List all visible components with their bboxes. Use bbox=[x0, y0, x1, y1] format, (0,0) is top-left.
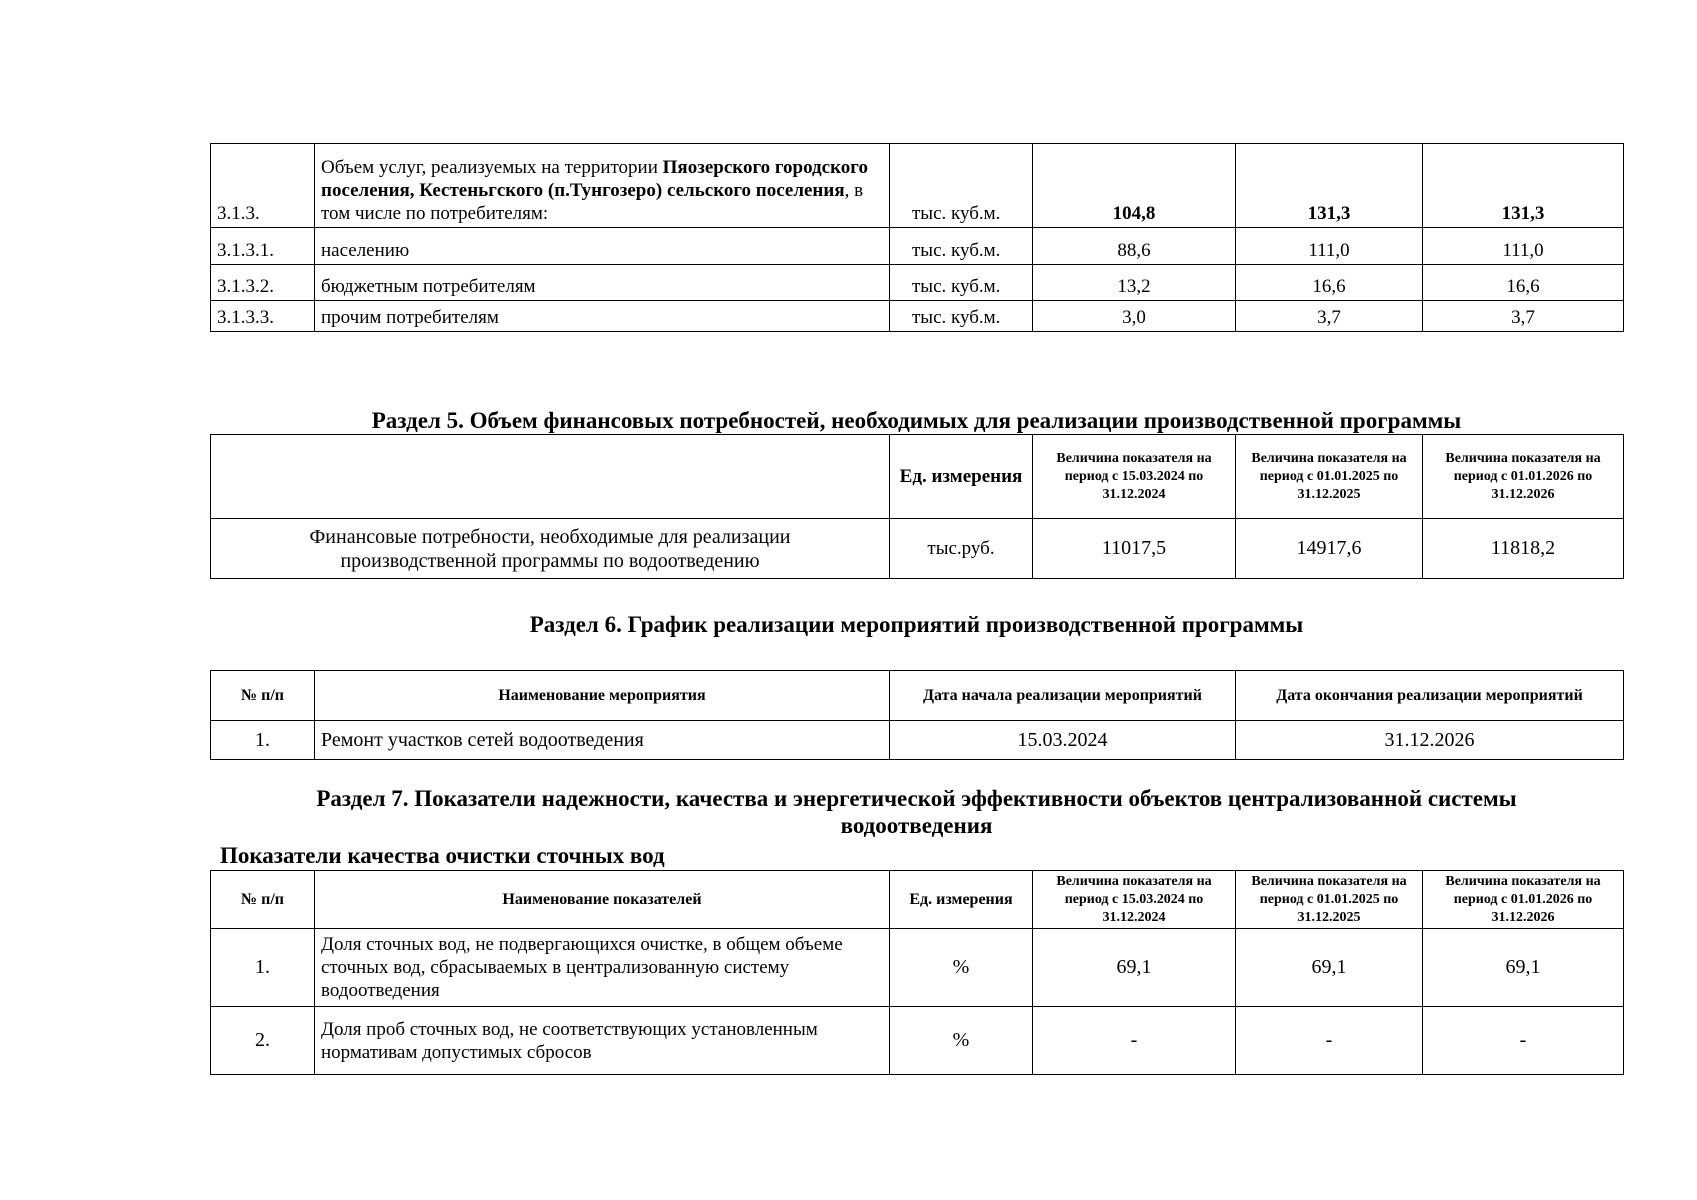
table-row bbox=[211, 265, 1624, 301]
event-start-date: 15.03.2024 bbox=[890, 721, 1236, 760]
table-row bbox=[211, 228, 1624, 265]
table-row bbox=[211, 519, 1624, 579]
section5-title: Раздел 5. Объем финансовых потребностей, необходимых для реализации производственной программы bbox=[371, 408, 1462, 433]
table-row bbox=[211, 929, 1624, 1007]
event-name: Ремонт участков сетей водоотведения bbox=[315, 721, 890, 760]
finance-table bbox=[210, 434, 1624, 579]
indicator-value-2025: 69,1 bbox=[1236, 929, 1423, 1007]
section6-title: Раздел 6. График реализации мероприятий производственной программы bbox=[529, 612, 1304, 637]
row-value-2025: 111,0 bbox=[1236, 228, 1423, 265]
header-period-2024: Величина показателя на период с 15.03.2024 по 31.12.2024 bbox=[1033, 435, 1236, 519]
row-unit: тыс. куб.м. bbox=[890, 301, 1033, 332]
indicator-value-2024: 69,1 bbox=[1033, 929, 1236, 1007]
header-unit: Ед. измерения bbox=[890, 435, 1033, 519]
row-value-2026: 16,6 bbox=[1423, 265, 1624, 301]
finance-row-name: Финансовые потребности, необходимые для реализации производственной программы по водоотведению bbox=[211, 519, 890, 579]
section7-title: Раздел 7. Показатели надежности, качества и энергетической эффективности объектов централизованной системы водоотведения bbox=[316, 786, 1517, 838]
header-end-date: Дата окончания реализации мероприятий bbox=[1236, 671, 1624, 721]
table-header-row bbox=[211, 671, 1624, 721]
header-period-2024: Величина показателя на период с 15.03.2024 по 31.12.2024 bbox=[1033, 871, 1236, 929]
indicator-value-2026: - bbox=[1423, 1007, 1624, 1075]
header-start-date: Дата начала реализации мероприятий bbox=[890, 671, 1236, 721]
row-value-2024: 13,2 bbox=[1033, 265, 1236, 301]
table-row bbox=[211, 301, 1624, 332]
row-number: 3.1.3.2. bbox=[211, 265, 315, 301]
indicator-number: 1. bbox=[211, 929, 315, 1007]
row-value-2024: 88,6 bbox=[1033, 228, 1236, 265]
indicator-unit: % bbox=[890, 929, 1033, 1007]
row-unit: тыс. куб.м. bbox=[890, 265, 1033, 301]
row-name: бюджетным потребителям bbox=[315, 265, 890, 301]
row-unit: тыс. куб.м. bbox=[890, 144, 1033, 228]
event-number: 1. bbox=[211, 721, 315, 760]
indicator-name: Доля проб сточных вод, не соответствующих установленным нормативам допустимых сбросов bbox=[315, 1007, 890, 1075]
section7-subtitle: Показатели качества очистки сточных вод bbox=[220, 843, 665, 868]
table-header-row bbox=[211, 871, 1624, 929]
row-number: 3.1.3. bbox=[211, 144, 315, 228]
indicator-value-2026: 69,1 bbox=[1423, 929, 1624, 1007]
header-period-2026: Величина показателя на период с 01.01.2026 по 31.12.2026 bbox=[1423, 871, 1624, 929]
finance-value-2026: 11818,2 bbox=[1423, 519, 1624, 579]
row-value-2025: 3,7 bbox=[1236, 301, 1423, 332]
table-header-row bbox=[211, 435, 1624, 519]
table-row bbox=[211, 144, 1624, 228]
indicator-number: 2. bbox=[211, 1007, 315, 1075]
row-value-2026: 111,0 bbox=[1423, 228, 1624, 265]
header-event-name: Наименование мероприятия bbox=[315, 671, 890, 721]
header-indicator-name: Наименование показателей bbox=[315, 871, 890, 929]
volume-table bbox=[210, 143, 1624, 332]
quality-table bbox=[210, 870, 1624, 1075]
row-unit: тыс. куб.м. bbox=[890, 228, 1033, 265]
row-value-2025: 131,3 bbox=[1236, 144, 1423, 228]
row-value-2025: 16,6 bbox=[1236, 265, 1423, 301]
table-row bbox=[211, 1007, 1624, 1075]
row-value-2026: 3,7 bbox=[1423, 301, 1624, 332]
schedule-table bbox=[210, 670, 1624, 760]
row-name: Объем услуг, реализуемых на территории Пяозерского городского поселения, Кестеньгского (п.Тунгозеро) сельского поселения, в том числе по потребителям: bbox=[315, 144, 890, 228]
row-number: 3.1.3.3. bbox=[211, 301, 315, 332]
header-period-2025: Величина показателя на период с 01.01.2025 по 31.12.2025 bbox=[1236, 435, 1423, 519]
header-period-2025: Величина показателя на период с 01.01.2025 по 31.12.2025 bbox=[1236, 871, 1423, 929]
row-value-2024: 3,0 bbox=[1033, 301, 1236, 332]
indicator-name: Доля сточных вод, не подвергающихся очистке, в общем объеме сточных вод, сбрасываемых в централизованную систему водоотведения bbox=[315, 929, 890, 1007]
event-end-date: 31.12.2026 bbox=[1236, 721, 1624, 760]
finance-value-2024: 11017,5 bbox=[1033, 519, 1236, 579]
header-number: № п/п bbox=[211, 871, 315, 929]
header-period-2026: Величина показателя на период с 01.01.2026 по 31.12.2026 bbox=[1423, 435, 1624, 519]
row-value-2026: 131,3 bbox=[1423, 144, 1624, 228]
finance-value-2025: 14917,6 bbox=[1236, 519, 1423, 579]
row-name: населению bbox=[315, 228, 890, 265]
finance-row-unit: тыс.руб. bbox=[890, 519, 1033, 579]
header-number: № п/п bbox=[211, 671, 315, 721]
row-value-2024: 104,8 bbox=[1033, 144, 1236, 228]
row-name: прочим потребителям bbox=[315, 301, 890, 332]
indicator-value-2025: - bbox=[1236, 1007, 1423, 1075]
table-row bbox=[211, 721, 1624, 760]
header-unit: Ед. измерения bbox=[890, 871, 1033, 929]
indicator-value-2024: - bbox=[1033, 1007, 1236, 1075]
row-number: 3.1.3.1. bbox=[211, 228, 315, 265]
indicator-unit: % bbox=[890, 1007, 1033, 1075]
empty-header-cell bbox=[211, 435, 890, 519]
